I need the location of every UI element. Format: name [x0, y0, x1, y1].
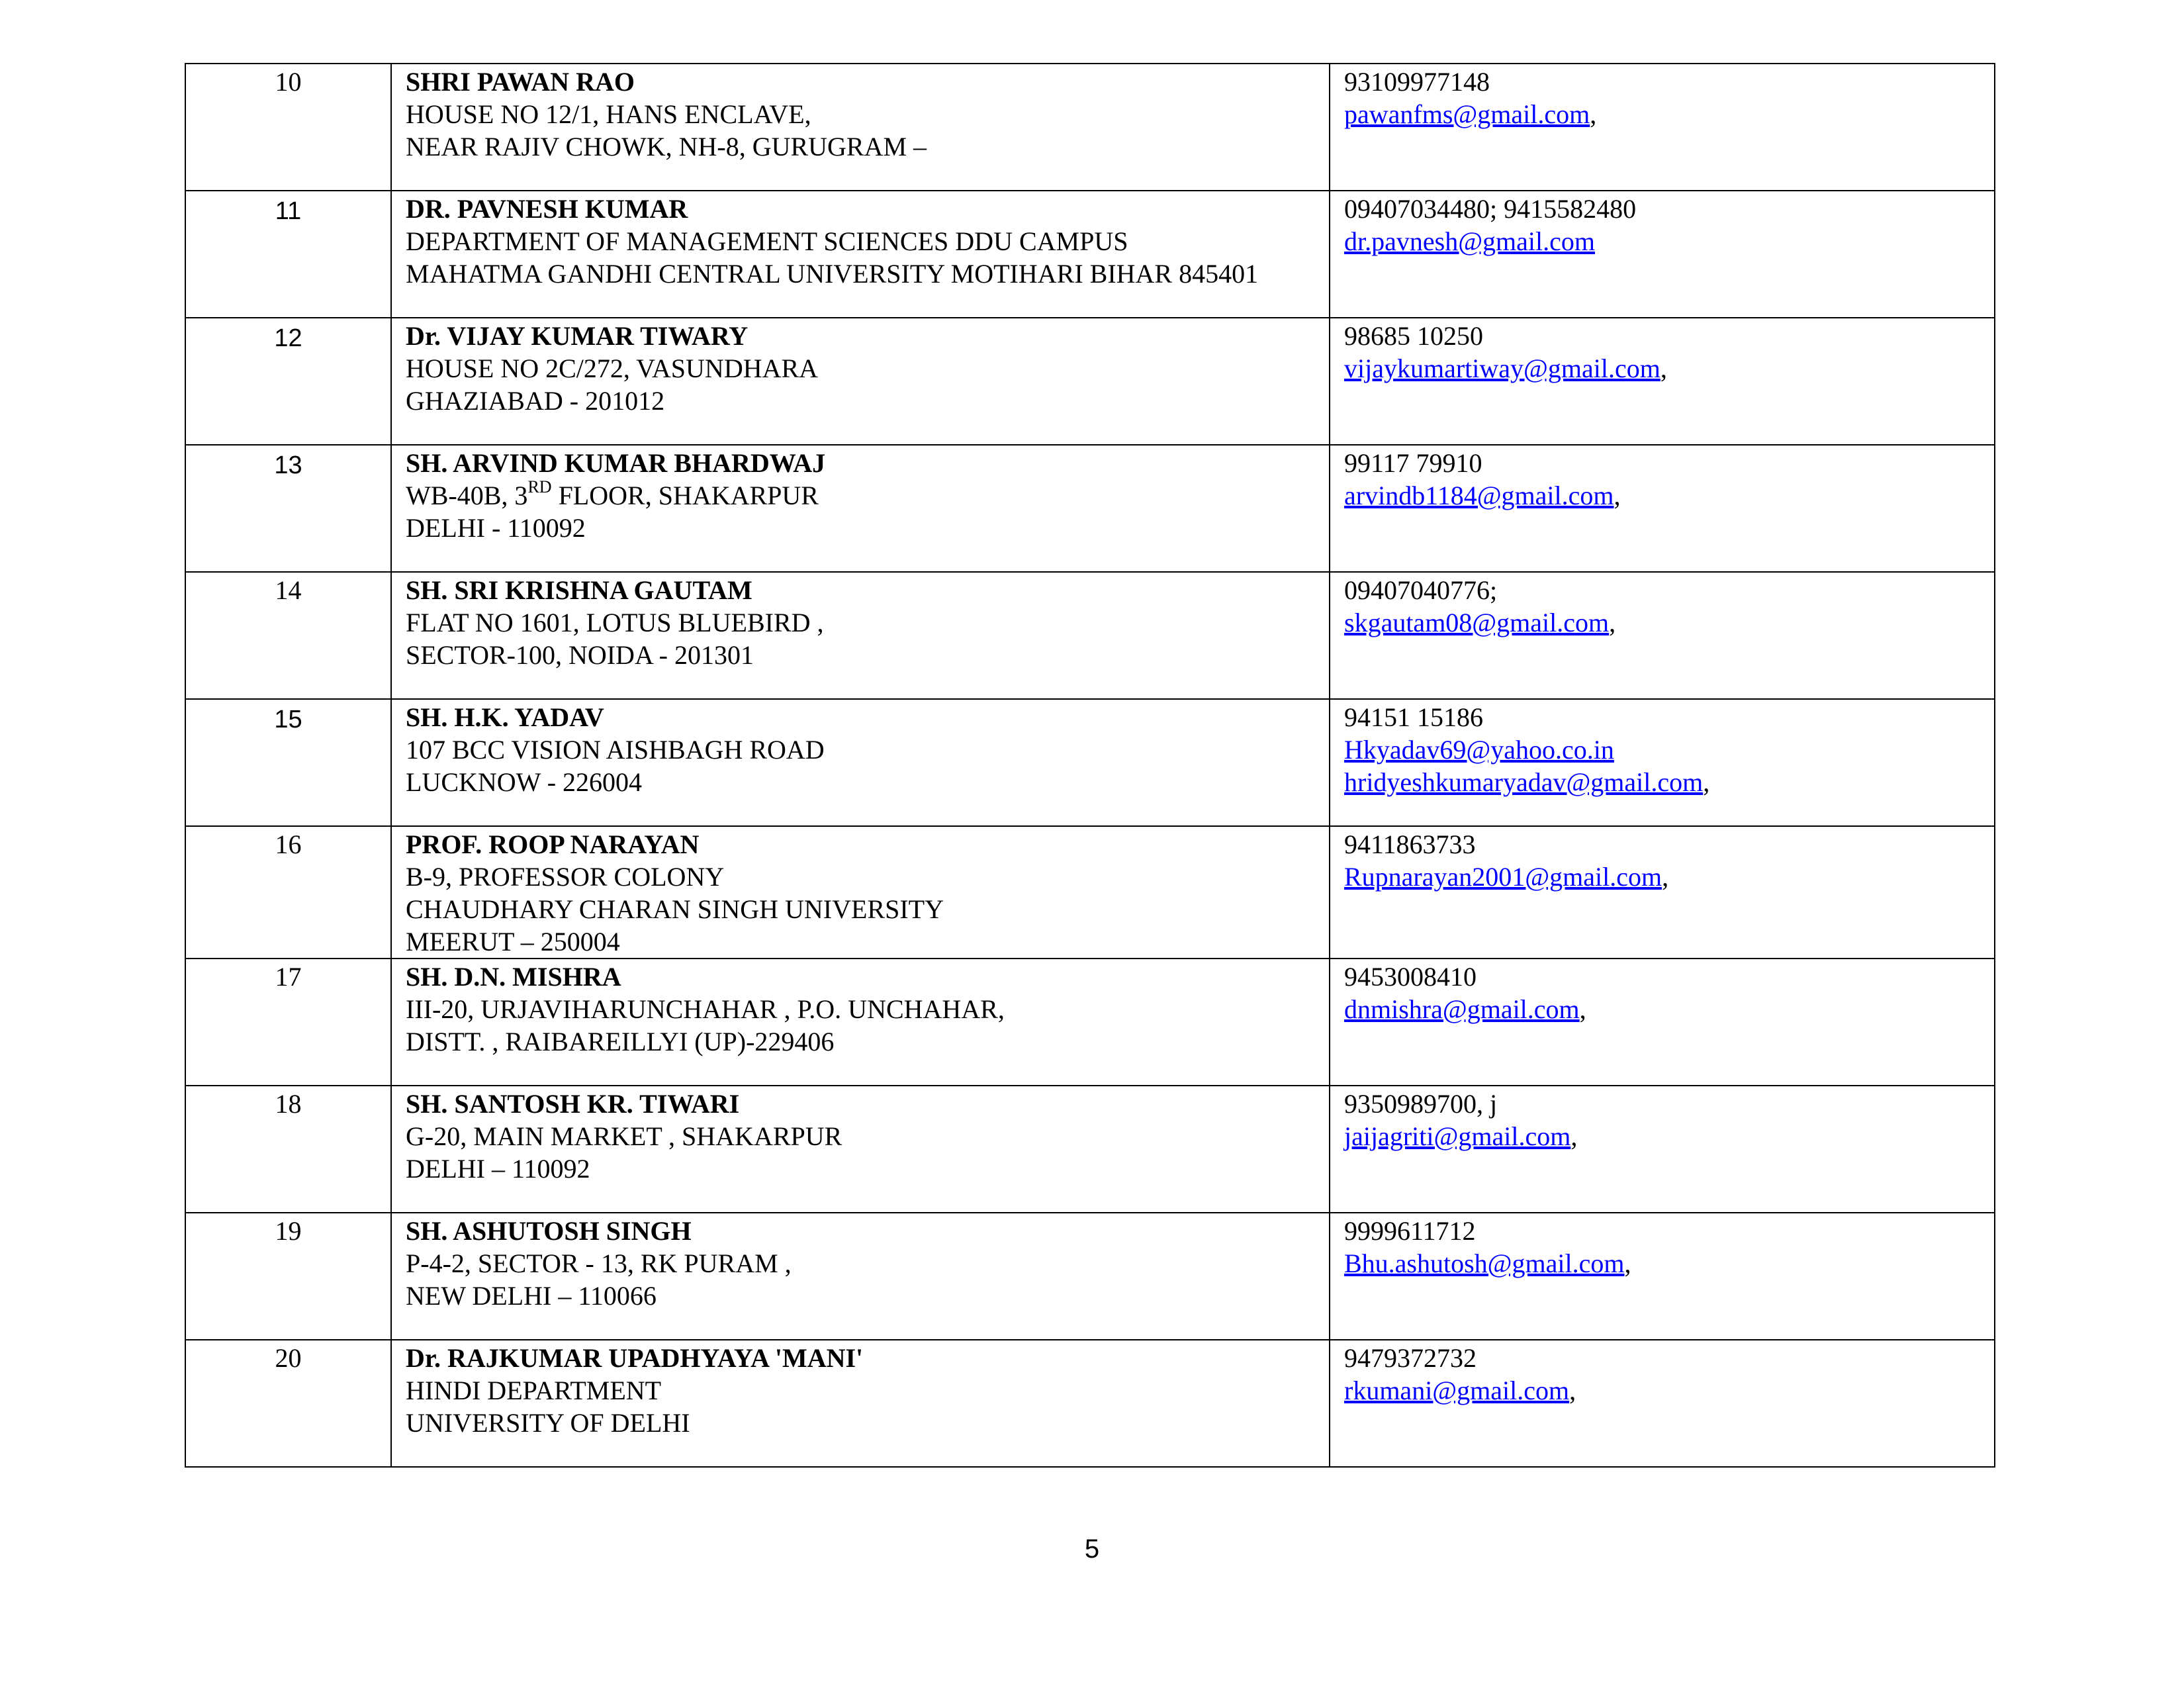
address-line: DELHI – 110092 [406, 1154, 590, 1184]
serial-number: 12 [185, 318, 391, 445]
email-line [1344, 861, 1994, 893]
phone-number: 9350989700, j [1344, 1089, 1498, 1119]
email-line [1344, 352, 1994, 385]
phone-number: 93109977148 [1344, 67, 1490, 97]
email-line [1344, 1374, 1994, 1407]
email-line [1344, 606, 1994, 639]
address-text: WB-40B, 3 [406, 481, 528, 510]
serial-number: 18 [185, 1086, 391, 1213]
email-line [1344, 733, 1994, 766]
member-contact [1330, 445, 1995, 572]
email-suffix: , [1579, 994, 1586, 1024]
serial-number: 17 [185, 959, 391, 1086]
phone-number: 9999611712 [1344, 1216, 1476, 1246]
member-name: Dr. RAJKUMAR UPADHYAYA 'MANI' [406, 1343, 864, 1373]
phone-number: 98685 10250 [1344, 321, 1483, 351]
member-details [391, 445, 1330, 572]
page-number: 5 [1084, 1534, 1100, 1564]
table-row [185, 1213, 1995, 1340]
table-row [185, 826, 1995, 959]
table-row [185, 699, 1995, 826]
member-details [391, 959, 1330, 1086]
member-name: SH. H.K. YADAV [406, 702, 604, 732]
table-row [185, 445, 1995, 572]
member-name: SH. ASHUTOSH SINGH [406, 1216, 692, 1246]
serial-number: 13 [185, 445, 391, 572]
phone-number: 9479372732 [1344, 1343, 1477, 1373]
member-contact [1330, 959, 1995, 1086]
email-line [1344, 1120, 1994, 1152]
member-details [391, 826, 1330, 959]
email-link[interactable]: skgautam08@gmail.com [1344, 608, 1610, 637]
address-line: GHAZIABAD - 201012 [406, 386, 665, 416]
email-link[interactable]: Rupnarayan2001@gmail.com [1344, 862, 1662, 892]
email-suffix: , [1570, 1121, 1578, 1151]
serial-number: 19 [185, 1213, 391, 1340]
member-contact [1330, 699, 1995, 826]
address-line: DISTT. , RAIBAREILLYI (UP)-229406 [406, 1027, 835, 1056]
email-suffix: , [1703, 767, 1710, 797]
table-row [185, 64, 1995, 191]
member-details [391, 191, 1330, 318]
address-line: DELHI - 110092 [406, 513, 586, 543]
email-link[interactable]: rkumani@gmail.com [1344, 1376, 1570, 1405]
address-line: 107 BCC VISION AISHBAGH ROAD [406, 735, 825, 765]
table-row [185, 959, 1995, 1086]
member-name: SHRI PAWAN RAO [406, 67, 635, 97]
address-line: NEW DELHI – 110066 [406, 1281, 657, 1311]
email-line [1344, 225, 1994, 258]
member-name: SH. D.N. MISHRA [406, 962, 621, 992]
member-details [391, 699, 1330, 826]
email-suffix: , [1609, 608, 1616, 637]
address-line [406, 479, 1329, 512]
table-row [185, 572, 1995, 699]
serial-number: 16 [185, 826, 391, 959]
address-line: UNIVERSITY OF DELHI [406, 1408, 690, 1438]
member-contact [1330, 1340, 1995, 1467]
email-link[interactable]: Hkyadav69@yahoo.co.in [1344, 735, 1614, 765]
email-link[interactable]: Bhu.ashutosh@gmail.com [1344, 1248, 1625, 1278]
member-contact [1330, 1086, 1995, 1213]
member-details [391, 1340, 1330, 1467]
phone-number: 9453008410 [1344, 962, 1477, 992]
email-link[interactable]: dr.pavnesh@gmail.com [1344, 226, 1595, 256]
address-line: CHAUDHARY CHARAN SINGH UNIVERSITY [406, 894, 944, 924]
member-details [391, 1213, 1330, 1340]
email-link[interactable]: arvindb1184@gmail.com [1344, 481, 1614, 510]
member-contact [1330, 318, 1995, 445]
phone-number: 94151 15186 [1344, 702, 1483, 732]
serial-number: 15 [185, 699, 391, 826]
email-link[interactable]: jaijagriti@gmail.com [1344, 1121, 1571, 1151]
phone-number: 99117 79910 [1344, 448, 1482, 478]
email-line [1344, 98, 1994, 130]
address-line: LUCKNOW - 226004 [406, 767, 643, 797]
phone-number: 09407034480; 9415582480 [1344, 194, 1637, 224]
email-suffix: , [1590, 99, 1597, 129]
serial-number: 10 [185, 64, 391, 191]
address-line: III-20, URJAVIHARUNCHAHAR , P.O. UNCHAHAR, [406, 994, 1005, 1024]
email-link[interactable]: pawanfms@gmail.com [1344, 99, 1590, 129]
address-line: SECTOR-100, NOIDA - 201301 [406, 640, 754, 670]
table-row [185, 318, 1995, 445]
member-details [391, 318, 1330, 445]
address-line: NEAR RAJIV CHOWK, NH-8, GURUGRAM – [406, 132, 927, 162]
member-contact [1330, 826, 1995, 959]
email-link[interactable]: dnmishra@gmail.com [1344, 994, 1580, 1024]
email-line [1344, 1247, 1994, 1280]
serial-number: 20 [185, 1340, 391, 1467]
email-suffix: , [1614, 481, 1621, 510]
email-line [1344, 993, 1994, 1025]
member-details [391, 572, 1330, 699]
table-row [185, 1340, 1995, 1467]
table-row [185, 1086, 1995, 1213]
address-line: P-4-2, SECTOR - 13, RK PURAM , [406, 1248, 792, 1278]
member-contact [1330, 1213, 1995, 1340]
email-link[interactable]: vijaykumartiway@gmail.com [1344, 353, 1661, 383]
member-contact [1330, 64, 1995, 191]
address-line: MEERUT – 250004 [406, 927, 620, 957]
member-name: SH. ARVIND KUMAR BHARDWAJ [406, 448, 826, 478]
member-contact [1330, 572, 1995, 699]
email-line [1344, 766, 1994, 798]
address-line: B-9, PROFESSOR COLONY [406, 862, 725, 892]
member-name: Dr. VIJAY KUMAR TIWARY [406, 321, 749, 351]
address-line: MAHATMA GANDHI CENTRAL UNIVERSITY MOTIHARI BIHAR 845401 [406, 259, 1259, 289]
email-suffix: , [1660, 353, 1667, 383]
email-link-secondary[interactable]: hridyeshkumaryadav@gmail.com [1344, 767, 1704, 797]
member-name: DR. PAVNESH KUMAR [406, 194, 688, 224]
member-details [391, 64, 1330, 191]
email-suffix: , [1569, 1376, 1576, 1405]
member-contact [1330, 191, 1995, 318]
address-line: HOUSE NO 12/1, HANS ENCLAVE, [406, 99, 811, 129]
table-row [185, 191, 1995, 318]
serial-number: 11 [185, 191, 391, 318]
address-line: G-20, MAIN MARKET , SHAKARPUR [406, 1121, 842, 1151]
member-name: SH. SRI KRISHNA GAUTAM [406, 575, 752, 605]
serial-number: 14 [185, 572, 391, 699]
address-line: HINDI DEPARTMENT [406, 1376, 662, 1405]
ordinal-superscript: RD [527, 477, 552, 496]
members-table [185, 63, 1995, 1468]
member-details [391, 1086, 1330, 1213]
member-name: SH. SANTOSH KR. TIWARI [406, 1089, 740, 1119]
phone-number: 9411863733 [1344, 829, 1476, 859]
address-line: DEPARTMENT OF MANAGEMENT SCIENCES DDU CAMPUS [406, 226, 1128, 256]
phone-number: 09407040776; [1344, 575, 1498, 605]
address-text: FLOOR, SHAKARPUR [551, 481, 819, 510]
email-line [1344, 479, 1994, 512]
address-line: FLAT NO 1601, LOTUS BLUEBIRD , [406, 608, 824, 637]
address-line: HOUSE NO 2C/272, VASUNDHARA [406, 353, 819, 383]
member-name: PROF. ROOP NARAYAN [406, 829, 700, 859]
email-suffix: , [1662, 862, 1669, 892]
email-suffix: , [1624, 1248, 1631, 1278]
